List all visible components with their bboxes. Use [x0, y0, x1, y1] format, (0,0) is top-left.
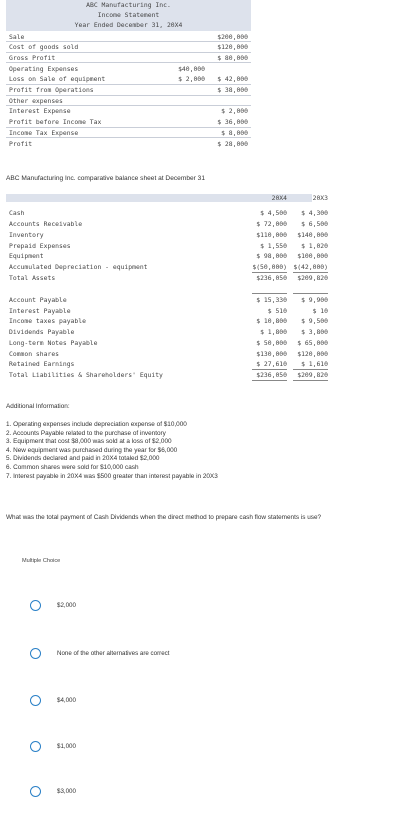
- answer-option[interactable]: [30, 648, 330, 662]
- column-20x4: 20X4: [271, 194, 287, 202]
- radio-button[interactable]: [30, 741, 41, 752]
- total-value: $ 38,000: [217, 86, 248, 94]
- income-statement-table: [6, 0, 251, 153]
- balance-sheet-caption: ABC Manufacturing Inc. comparative balance sheet at December 31: [6, 175, 206, 182]
- balance-row: [6, 242, 328, 252]
- value-20x4: $ 1,550: [260, 242, 287, 250]
- balance-row: [6, 220, 328, 230]
- balance-row: [6, 231, 328, 241]
- value-20x4: $ 510: [267, 307, 287, 315]
- value-20x3: $120,000: [297, 350, 328, 358]
- income-statement-header: [6, 0, 251, 31]
- total-value: $200,000: [217, 33, 248, 41]
- total-value: $ 8,000: [221, 129, 248, 137]
- row-label: Accumulated Depreciation - equipment: [9, 263, 148, 271]
- row-label: Retained Earnings: [9, 360, 75, 368]
- value-20x4: $(50,000): [252, 263, 287, 271]
- row-label: Long-term Notes Payable: [9, 339, 98, 347]
- row-label: Income taxes payable: [9, 317, 86, 325]
- row-label: Loss on Sale of equipment: [9, 75, 106, 83]
- answer-option[interactable]: [30, 600, 330, 614]
- value-20x3: $(42,000): [293, 263, 328, 271]
- income-row: [6, 129, 251, 140]
- income-row: [6, 118, 251, 129]
- underline: [293, 369, 328, 370]
- underline: [252, 272, 287, 273]
- statement-title: Income Statement: [97, 11, 160, 19]
- value-20x4: $ 98,000: [256, 252, 287, 260]
- answer-option-label: $1,000: [57, 743, 76, 750]
- value-20x4: $110,000: [256, 231, 287, 239]
- value-20x4: $236,050: [256, 371, 287, 379]
- info-item: 3. Equipment that cost $8,000 was sold at a loss of $2,000: [6, 438, 172, 446]
- value-20x3: $ 3,800: [301, 328, 328, 336]
- mid-value: $40,000: [178, 65, 205, 73]
- row-label: Operating Expenses: [9, 65, 79, 73]
- balance-sheet-table: [6, 194, 328, 379]
- value-20x4: $130,000: [256, 350, 287, 358]
- balance-row: [6, 350, 328, 360]
- value-20x3: $ 9,900: [301, 296, 328, 304]
- income-row: [6, 75, 251, 86]
- value-20x3: $ 1,610: [301, 360, 328, 368]
- balance-row: [6, 252, 328, 262]
- underline: [252, 369, 287, 370]
- balance-row: [6, 317, 328, 327]
- balance-row: [6, 328, 328, 338]
- underline: [293, 380, 328, 381]
- radio-button[interactable]: [30, 648, 41, 659]
- value-20x4: $ 1,800: [260, 328, 287, 336]
- row-label: Profit: [9, 140, 33, 148]
- value-20x3: $209,820: [297, 371, 328, 379]
- value-20x4: $ 72,000: [256, 220, 287, 228]
- info-item: 2. Accounts Payable related to the purchase of inventory: [6, 429, 166, 437]
- value-20x3: $ 4,300: [301, 209, 328, 217]
- value-20x4: $236,050: [256, 274, 287, 282]
- answer-option-label: $4,000: [57, 697, 76, 704]
- value-20x3: $ 10: [312, 307, 328, 315]
- value-20x4: $ 4,500: [260, 209, 287, 217]
- radio-button[interactable]: [30, 600, 41, 611]
- row-label: Sale: [9, 33, 25, 41]
- balance-row: [6, 296, 328, 306]
- row-label: Interest Payable: [9, 307, 71, 315]
- total-value: $ 42,000: [217, 75, 248, 83]
- row-label: Total Liabilities & Shareholders' Equity: [9, 371, 163, 379]
- income-row: [6, 86, 251, 97]
- answer-option-label: None of the other alternatives are correct: [57, 650, 170, 657]
- info-item: 7. Interest payable in 20X4 was $500 greater than interest payable in 20X3: [6, 472, 218, 480]
- total-value: $120,000: [217, 43, 248, 51]
- answer-option[interactable]: [30, 695, 330, 709]
- answer-option[interactable]: [30, 741, 330, 755]
- info-item: 6. Common shares were sold for $10,000 cash: [6, 464, 139, 471]
- radio-button[interactable]: [30, 695, 41, 706]
- column-20x3: 20X3: [312, 194, 328, 202]
- info-item: 1. Operating expenses include depreciation expense of $10,000: [6, 421, 187, 428]
- value-20x4: $ 10,800: [256, 317, 287, 325]
- additional-information: [6, 403, 406, 493]
- company-name: ABC Manufacturing Inc.: [86, 1, 171, 9]
- row-label: Income Tax Expense: [9, 129, 79, 137]
- income-row: [6, 140, 251, 151]
- value-20x3: $ 9,500: [301, 317, 328, 325]
- answer-option[interactable]: [30, 786, 330, 800]
- answer-option-label: $3,000: [57, 788, 76, 795]
- row-label: Accounts Receivable: [9, 220, 83, 228]
- value-20x3: $ 1,020: [301, 242, 328, 250]
- total-value: $ 36,000: [217, 118, 248, 126]
- row-label: Common shares: [9, 350, 60, 358]
- value-20x3: $209,820: [297, 274, 328, 282]
- value-20x3: $100,000: [297, 252, 328, 260]
- row-label: Total Assets: [9, 274, 56, 282]
- row-label: Equipment: [9, 252, 44, 260]
- underline: [293, 293, 328, 294]
- total-value: $ 2,000: [221, 107, 248, 115]
- underline: [293, 272, 328, 273]
- row-label: Interest Expense: [9, 107, 71, 115]
- balance-row: [6, 274, 328, 284]
- underline: [252, 293, 287, 294]
- row-label: Profit before Income Tax: [9, 118, 102, 126]
- value-20x3: $ 65,000: [297, 339, 328, 347]
- mid-value: $ 2,000: [178, 75, 205, 83]
- income-row: [6, 107, 251, 118]
- row-label: Prepaid Expenses: [9, 242, 71, 250]
- income-row: [6, 54, 251, 65]
- row-label: Account Payable: [9, 296, 67, 304]
- row-label: Cost of goods sold: [9, 43, 79, 51]
- row-label: Cash: [9, 209, 25, 217]
- row-label: Gross Profit: [9, 54, 56, 62]
- balance-row: [6, 209, 328, 219]
- value-20x3: $140,000: [297, 231, 328, 239]
- additional-info-heading: Additional Information:: [6, 403, 70, 410]
- total-value: $ 80,000: [217, 54, 248, 62]
- info-item: 5. Dividends declared and paid in 20X4 totaled $2,000: [6, 455, 160, 463]
- row-label: Other expenses: [9, 97, 63, 105]
- income-row: [6, 43, 251, 54]
- answer-option-label: $2,000: [57, 602, 76, 609]
- question-type-label: Multiple Choice: [22, 558, 61, 564]
- balance-row: [6, 307, 328, 317]
- question-text: What was the total payment of Cash Dividends when the direct method to prepare cash flow statements is use?: [6, 514, 322, 521]
- value-20x3: $ 6,500: [301, 220, 328, 228]
- statement-period: Year Ended December 31, 20X4: [74, 21, 183, 29]
- underline: [252, 380, 287, 381]
- row-label: Inventory: [9, 231, 44, 239]
- value-20x4: $ 27,610: [256, 360, 287, 368]
- balance-row: [6, 339, 328, 349]
- value-20x4: $ 15,330: [256, 296, 287, 304]
- row-label: Profit from Operations: [9, 86, 94, 94]
- row-label: Dividends Payable: [9, 328, 75, 336]
- total-value: $ 28,000: [217, 140, 248, 148]
- info-item: 4. New equipment was purchased during the year for $6,000: [6, 446, 178, 454]
- radio-button[interactable]: [30, 786, 41, 797]
- value-20x4: $ 50,000: [256, 339, 287, 347]
